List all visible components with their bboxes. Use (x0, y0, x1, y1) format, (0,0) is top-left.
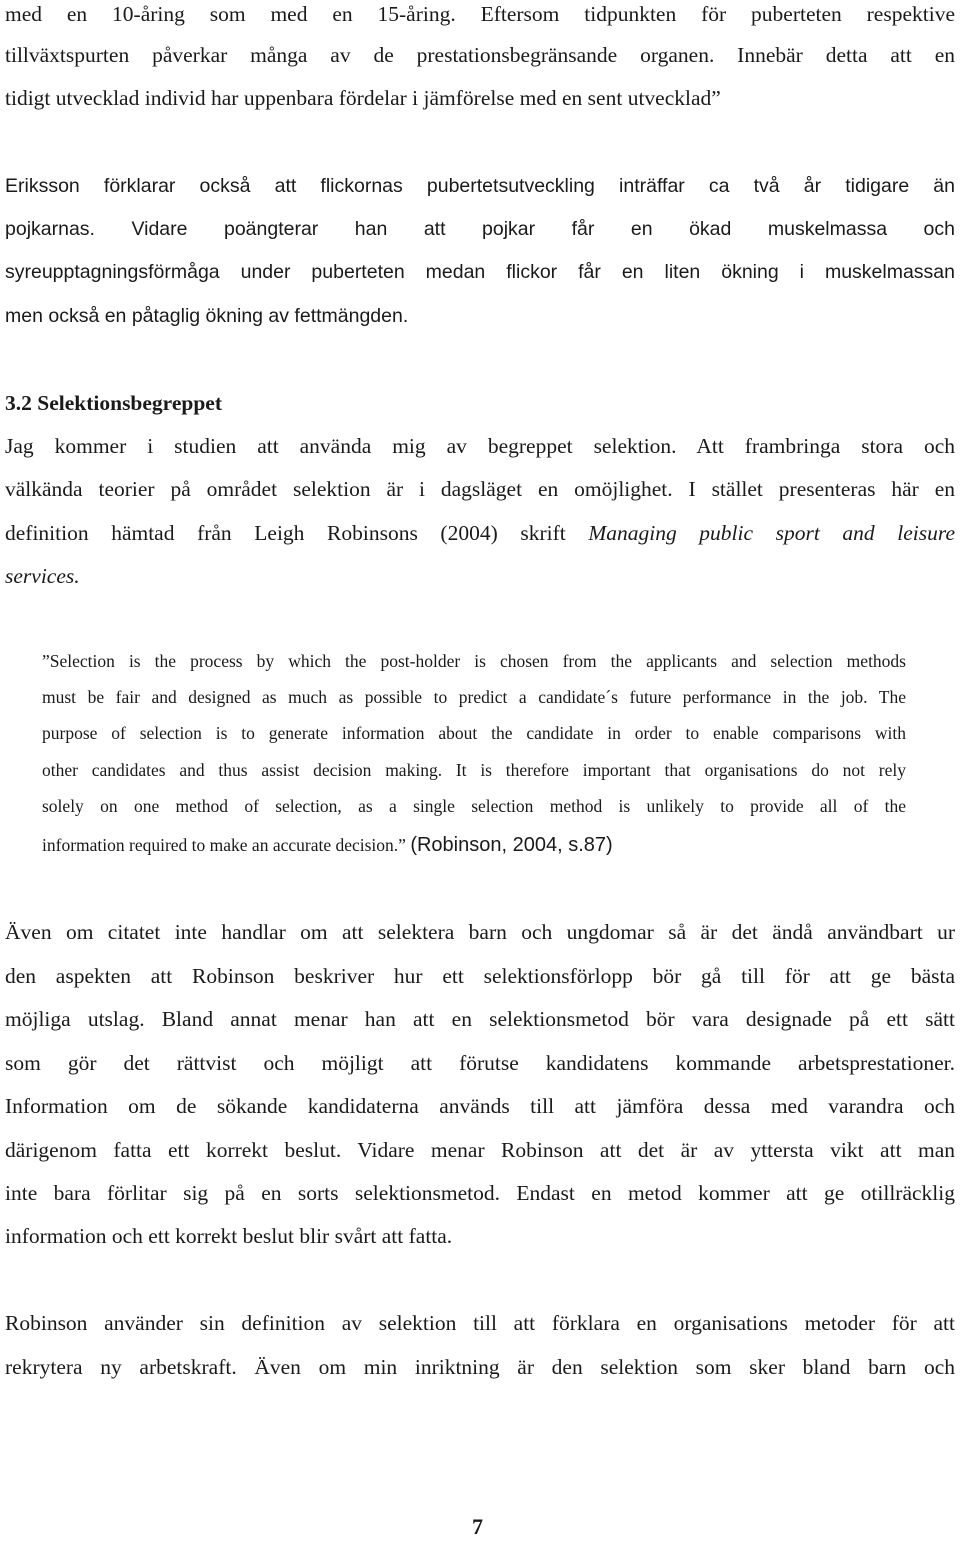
quote-line: solely on one method of selection, as a single selection method is unlikely to provide all of the (42, 796, 906, 816)
book-title: services. (5, 564, 80, 588)
quote-line: must be fair and designed as much as possible to predict a candidate´s future performance in the job. The (42, 687, 906, 707)
text-line: Jag kommer i studien att använda mig av begreppet selektion. Att frambringa stora och (5, 434, 955, 458)
text-line: rekrytera ny arbetskraft. Även om min inriktning är den selektion som sker bland barn och (5, 1355, 955, 1379)
text-line: välkända teorier på området selektion är i dagsläget en omöjlighet. I stället presenteras här en (5, 477, 955, 501)
text-line: Robinson använder sin definition av selektion till att förklara en organisations metoder för att (5, 1311, 955, 1335)
text-line: pojkarnas. Vidare poängterar han att pojkar får en ökad muskelmassa och (5, 218, 955, 240)
text-line: Information om de sökande kandidaterna används till att jämföra dessa med varandra och (5, 1094, 955, 1118)
text-line: syreupptagningsförmåga under puberteten medan flickor får en liten ökning i muskelmassan (5, 261, 955, 283)
text-line: tidigt utvecklad individ har uppenbara fördelar i jämförelse med en sent utvecklad” (5, 86, 721, 110)
citation: (Robinson, 2004, s.87) (410, 834, 613, 856)
document-page (5, 0, 955, 1533)
text-span: definition hämtad från Leigh Robinsons (2004) skrift (5, 521, 589, 545)
text-line (5, 562, 955, 590)
text-span: information required to make an accurate decision.” (42, 835, 411, 855)
quote-line (42, 831, 906, 859)
quote-line: ”Selection is the process by which the post-holder is chosen from the applicants and selection methods (42, 651, 906, 671)
text-line: Även om citatet inte handlar om att selektera barn och ungdomar så är det ändå användbart ur (5, 920, 955, 944)
text-line: tillväxtspurten påverkar många av de prestationsbegränsande organen. Innebär detta att en (5, 43, 955, 67)
text-line: möjliga utslag. Bland annat menar han att en selektionsmetod bör vara designade på ett sätt (5, 1007, 955, 1031)
text-line: den aspekten att Robinson beskriver hur ett selektionsförlopp bör gå till för att ge bästa (5, 964, 955, 988)
section-heading: 3.2 Selektionsbegreppet (5, 391, 222, 415)
quote-line: other candidates and thus assist decision making. It is therefore important that organisations do not rely (42, 760, 906, 780)
text-line: Eriksson förklarar också att flickornas pubertetsutveckling inträffar ca två år tidigare än (5, 175, 955, 197)
page-number: 7 (472, 1514, 483, 1539)
text-line: inte bara förlitar sig på en sorts selektionsmetod. Endast en metod kommer att ge otillräcklig (5, 1181, 955, 1205)
text-line: därigenom fatta ett korrekt beslut. Vidare menar Robinson att det är av yttersta vikt att man (5, 1138, 955, 1162)
text-line (5, 519, 955, 547)
text-line: med en 10-åring som med en 15-åring. Eftersom tidpunkten för puberteten respektive (5, 2, 955, 26)
text-line: information och ett korrekt beslut blir svårt att fatta. (5, 1224, 453, 1248)
text-line: men också en påtaglig ökning av fettmängden. (5, 305, 409, 327)
text-line: som gör det rättvist och möjligt att förutse kandidatens kommande arbetsprestationer. (5, 1051, 955, 1075)
quote-line: purpose of selection is to generate information about the candidate in order to enable comparisons with (42, 723, 906, 743)
book-title: Managing public sport and leisure (588, 521, 955, 545)
